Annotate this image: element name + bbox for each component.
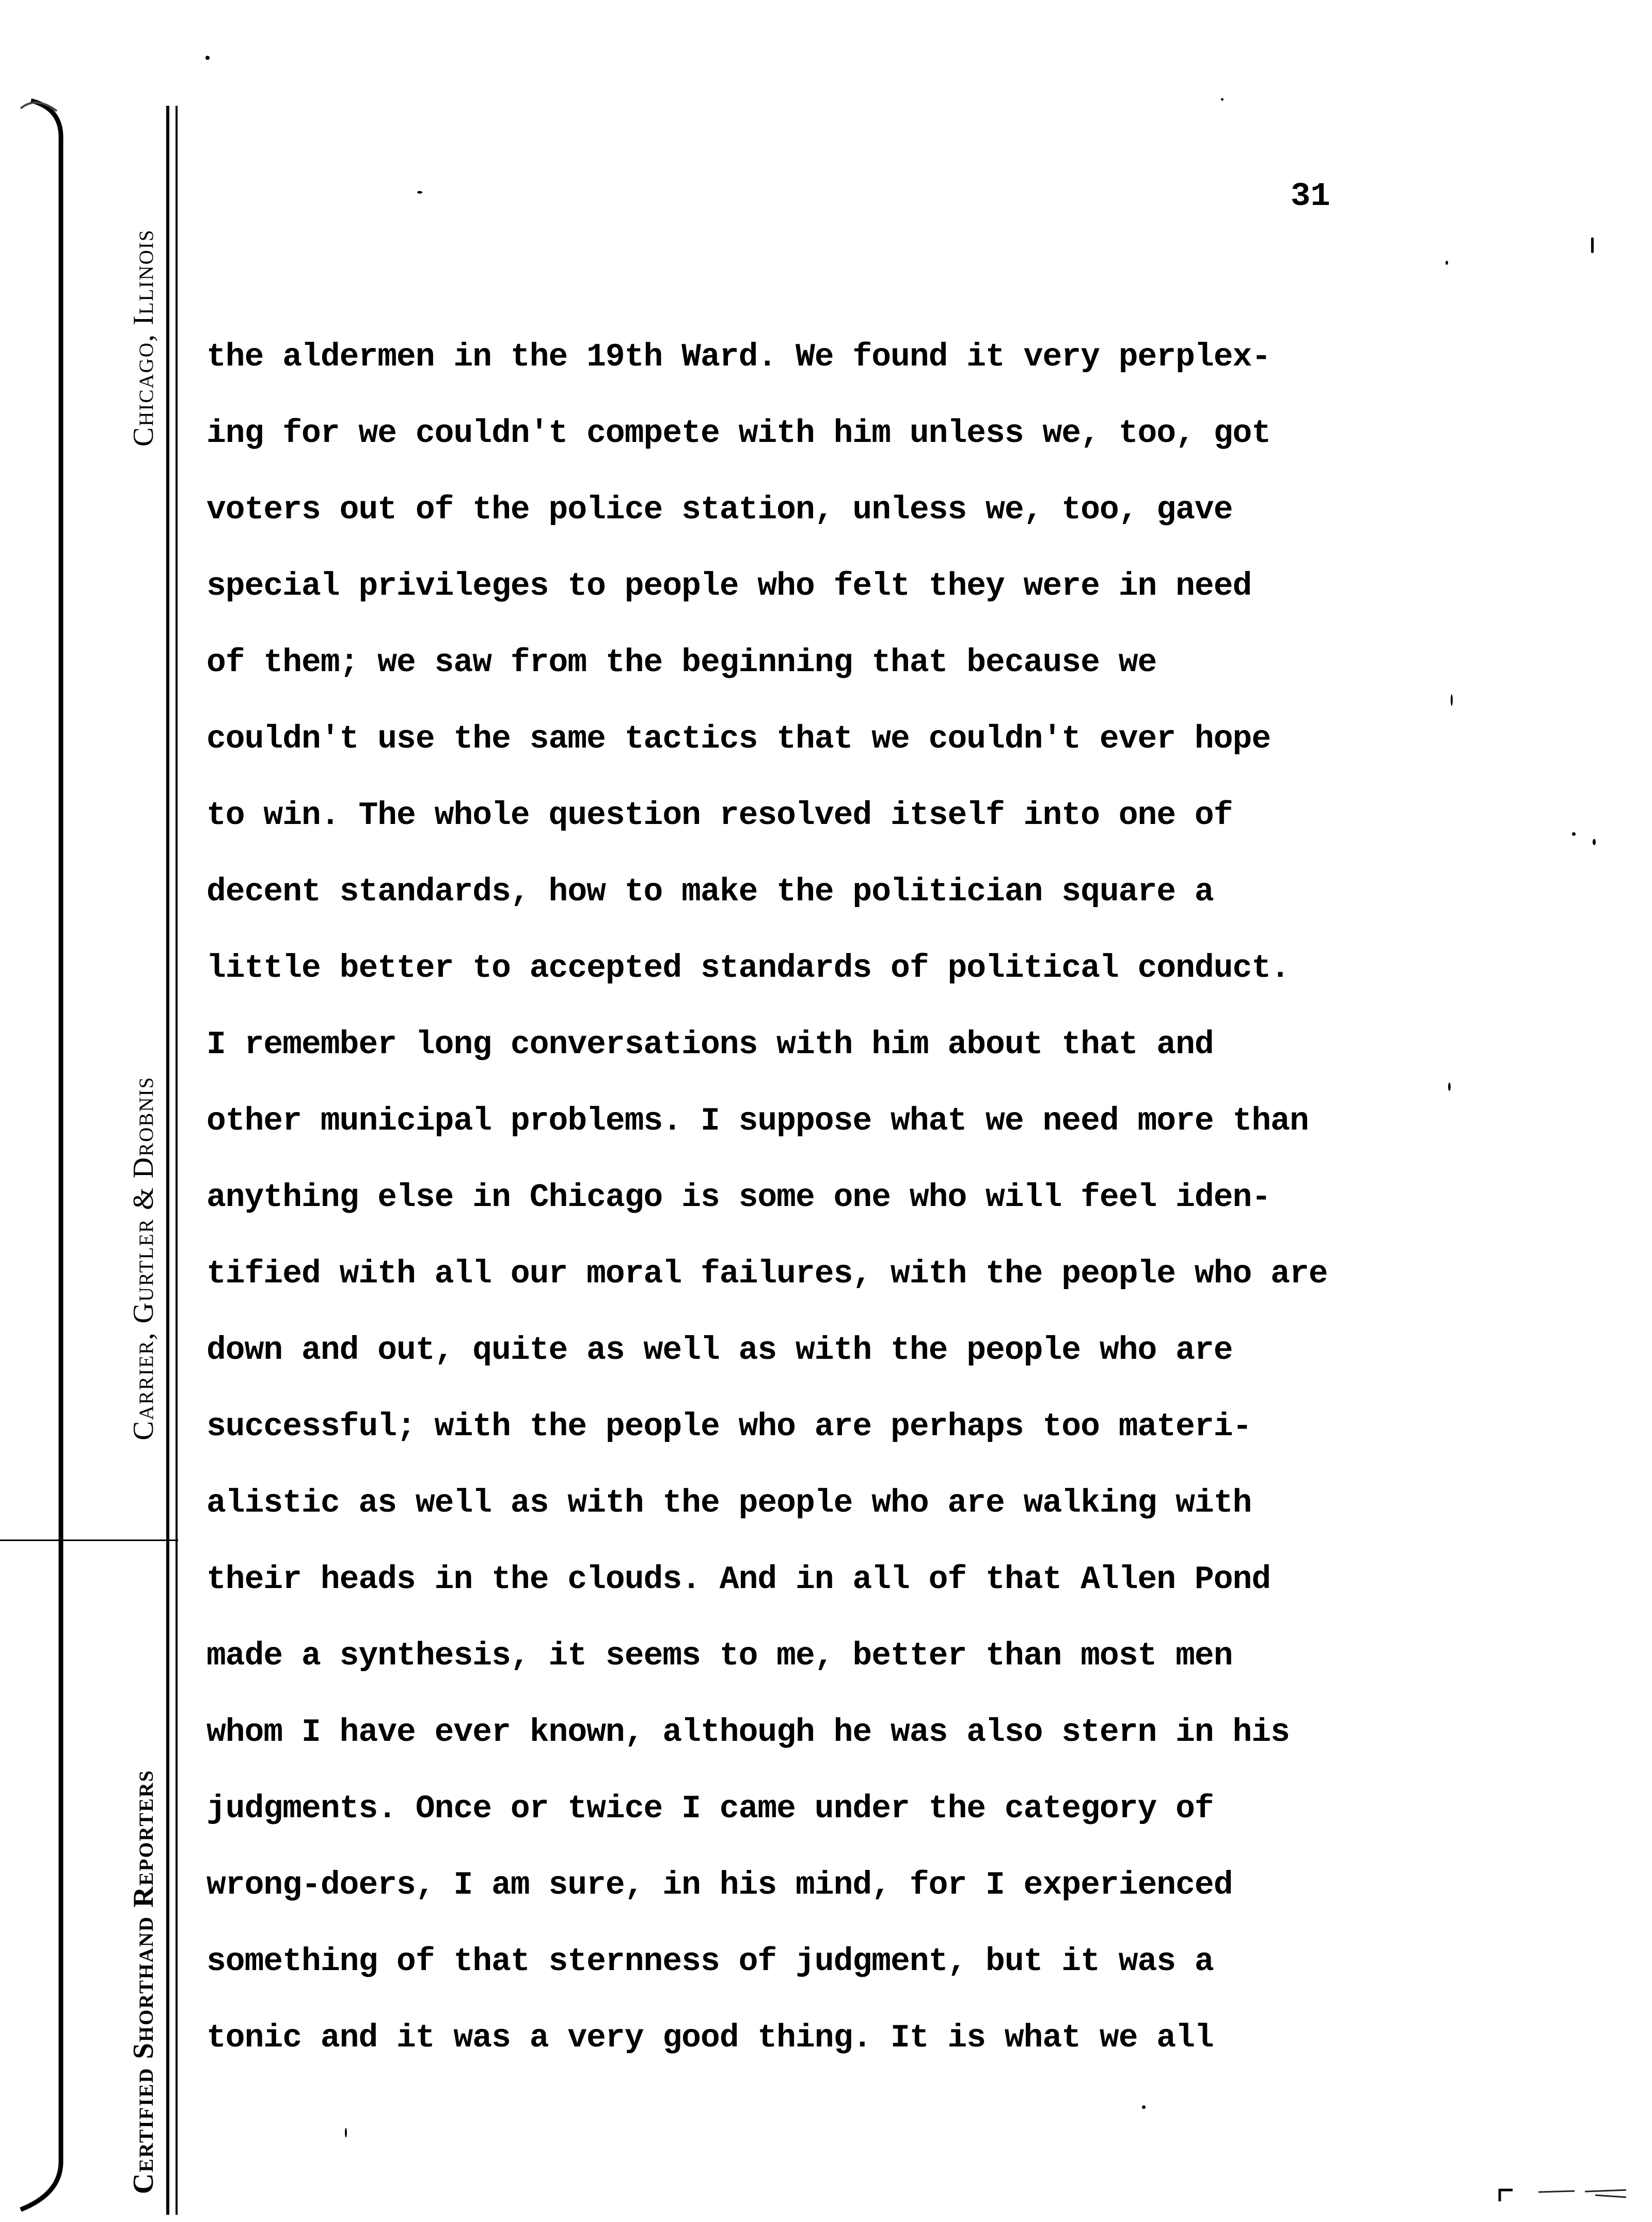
transcript-line: couldn't use the same tactics that we couldn't ever hope bbox=[206, 721, 1271, 757]
scan-corner-mark bbox=[1497, 2187, 1631, 2202]
transcript-line: successful; with the people who are perhaps too materi- bbox=[206, 1408, 1252, 1445]
margin-rule-outer bbox=[166, 106, 169, 2215]
scan-speck bbox=[1142, 2105, 1146, 2109]
page-number: 31 bbox=[1291, 178, 1330, 215]
transcript-line: judgments. Once or twice I came under the category of bbox=[206, 1790, 1214, 1827]
transcript-line: made a synthesis, it seems to me, better than most men bbox=[206, 1638, 1233, 1674]
transcript-line: tonic and it was a very good thing. It is what we all bbox=[206, 2020, 1214, 2056]
transcript-line: alistic as well as with the people who are walking with bbox=[206, 1485, 1252, 1521]
transcript-body bbox=[206, 331, 1394, 2089]
scan-speck bbox=[1221, 98, 1224, 101]
margin-certification-label: Certified Shorthand Reporters bbox=[128, 1769, 160, 2194]
transcript-line: the aldermen in the 19th Ward. We found it very perplex- bbox=[206, 339, 1271, 375]
fold-line bbox=[0, 1539, 178, 1541]
scan-speck bbox=[345, 2128, 347, 2137]
binding-edge bbox=[0, 98, 72, 2215]
transcript-line: anything else in Chicago is some one who will feel iden- bbox=[206, 1179, 1271, 1216]
transcript-line: of them; we saw from the beginning that because we bbox=[206, 644, 1157, 681]
scan-speck bbox=[205, 56, 210, 60]
margin-rule-inner bbox=[176, 106, 178, 2215]
transcript-line: special privileges to people who felt they were in need bbox=[206, 568, 1252, 605]
scan-speck bbox=[1446, 261, 1448, 265]
transcript-line: something of that sternness of judgment, but it was a bbox=[206, 1943, 1214, 1980]
scan-speck bbox=[1451, 694, 1453, 706]
transcript-line: little better to accepted standards of political conduct. bbox=[206, 950, 1290, 987]
transcript-line: other municipal problems. I suppose what we need more than bbox=[206, 1103, 1309, 1139]
transcript-line: decent standards, how to make the politician square a bbox=[206, 874, 1214, 910]
transcript-line: down and out, quite as well as with the people who are bbox=[206, 1332, 1233, 1369]
transcript-line: whom I have ever known, although he was also stern in his bbox=[206, 1714, 1290, 1751]
margin-firm-label: Carrier, Gurtler & Drobnis bbox=[128, 1076, 160, 1440]
transcript-line: wrong-doers, I am sure, in his mind, for I experienced bbox=[206, 1867, 1233, 1903]
scan-speck bbox=[1591, 237, 1594, 253]
scan-speck bbox=[1448, 1083, 1451, 1091]
scan-speck bbox=[1572, 832, 1576, 836]
transcript-line: ing for we couldn't compete with him unless we, too, got bbox=[206, 415, 1271, 452]
transcript-line: voters out of the police station, unless we, too, gave bbox=[206, 491, 1233, 528]
scan-speck bbox=[417, 191, 422, 194]
transcript-line: tified with all our moral failures, with the people who are bbox=[206, 1256, 1328, 1292]
transcript-line: I remember long conversations with him about that and bbox=[206, 1026, 1214, 1063]
transcript-line: to win. The whole question resolved itself into one of bbox=[206, 797, 1233, 834]
margin-city-label: Chicago, Illinois bbox=[128, 229, 160, 447]
transcript-line: their heads in the clouds. And in all of that Allen Pond bbox=[206, 1561, 1271, 1598]
scan-speck bbox=[1593, 839, 1596, 845]
